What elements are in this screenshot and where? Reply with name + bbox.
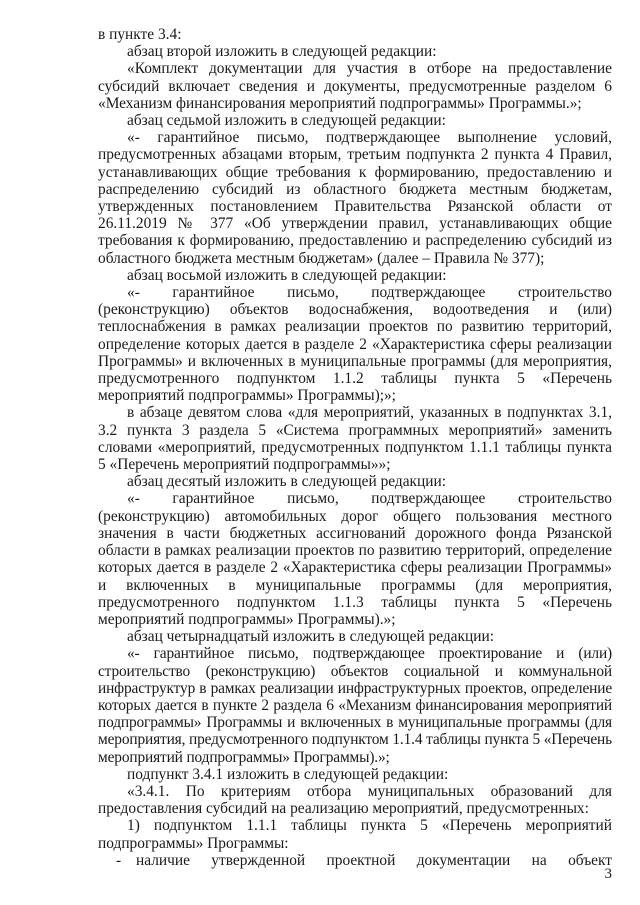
paragraph-quoted-text: «3.4.1. По критериям отбора муниципальных образований для предоставления субсидий на реализацию мероприятий, предусмотренных:: [98, 782, 612, 818]
paragraph-instruction: абзац седьмой изложить в следующей редакции:: [127, 112, 446, 130]
paragraph-quoted-text: «Комплект документации для участия в отборе на предоставление субсидий включает сведения и документы, предусмотренные разделом 6 «Механизм финансирования мероприятий подпрограммы» Программы.»;: [98, 60, 612, 112]
paragraph-instruction: подпункт 3.4.1 изложить в следующей редакции:: [127, 765, 449, 783]
paragraph-subclause: 1) подпунктом 1.1.1 таблицы пункта 5 «Перечень мероприятий подпрограммы» Программы:: [98, 817, 612, 852]
paragraph-quoted-text: «- гарантийное письмо, подтверждающее выполнение условий, предусмотренных абзацами вторым, третьим подпункта 2 пункта 4 Правил, устанавливающих общие требования к формированию, предоставлению и распределению субсидий из областного бюджета местным бюджетам, утвержденных постановлением Правительства Рязанской области от 26.11.2019 № 377 «Об утверждении правил, устанавливающих общие требования к формированию, предоставлению и распределению субсидий из областного бюджета местным бюджетам» (далее – Правила № 377);: [98, 129, 612, 267]
document-body: [98, 26, 612, 869]
paragraph-quoted-text: «- гарантийное письмо, подтверждающее строительство (реконструкцию) автомобильных дорог общего пользования местного значения в части бюджетных ассигнований дорожного фонда Рязанской области в рамках реализации проектов по развитию территорий, определение которых дается в разделе 2 «Характеристика сферы реализации Программы» и включенных в муниципальные программы (для мероприятия, предусмотренного подпунктом 1.1.3 таблицы пункта 5 «Перечень мероприятий подпрограммы» Программы).»;: [98, 490, 612, 628]
paragraph-replacement: в абзаце девятом слова «для мероприятий, указанных в подпунктах 3.1, 3.2 пункта 3 раздела 5 «Система программных мероприятий» заменить словами «мероприятий, предусмотренных подпунктом 1.1.1 таблицы пункта 5 «Перечень мероприятий подпрограммы»»;: [98, 404, 612, 474]
list-marker: -: [116, 851, 122, 869]
paragraph-instruction: абзац десятый изложить в следующей редакции:: [127, 473, 447, 491]
paragraph-instruction: абзац четырнадцатый изложить в следующей редакции:: [127, 628, 494, 646]
paragraph-instruction: абзац второй изложить в следующей редакции:: [127, 43, 437, 61]
paragraph-quoted-text: «- гарантийное письмо, подтверждающее строительство (реконструкцию) объектов водоснабжения, водоотведения и (или) теплоснабжения в рамках реализации проектов по развитию территорий, определение которых дается в разделе 2 «Характеристика сферы реализации Программы» и включенных в муниципальные программы (для мероприятия, предусмотренного подпунктом 1.1.2 таблицы пункта 5 «Перечень мероприятий подпрограммы» Программы);»;: [98, 284, 612, 405]
paragraph-quoted-text: «- гарантийное письмо, подтверждающее проектирование и (или) строительство (реконструкцию) объектов социальной и коммунальной инфраструктур в рамках реализации инфраструктурных проектов, определение которых дается в пункте 2 раздела 6 «Механизм финансирования мероприятий подпрограммы» Программы и включенных в муниципальные программы (для мероприятия, предусмотренного подпунктом 1.1.4 таблицы пункта 5 «Перечень мероприятий подпрограммы» Программы).»;: [98, 645, 612, 766]
list-item-text: наличие утвержденной проектной документации на объект: [136, 851, 612, 869]
list-item: [98, 852, 612, 869]
paragraph-in-clause: в пункте 3.4:: [98, 26, 182, 43]
page-number: 3: [604, 866, 612, 882]
paragraph-instruction: абзац восьмой изложить в следующей редакции:: [127, 266, 447, 284]
